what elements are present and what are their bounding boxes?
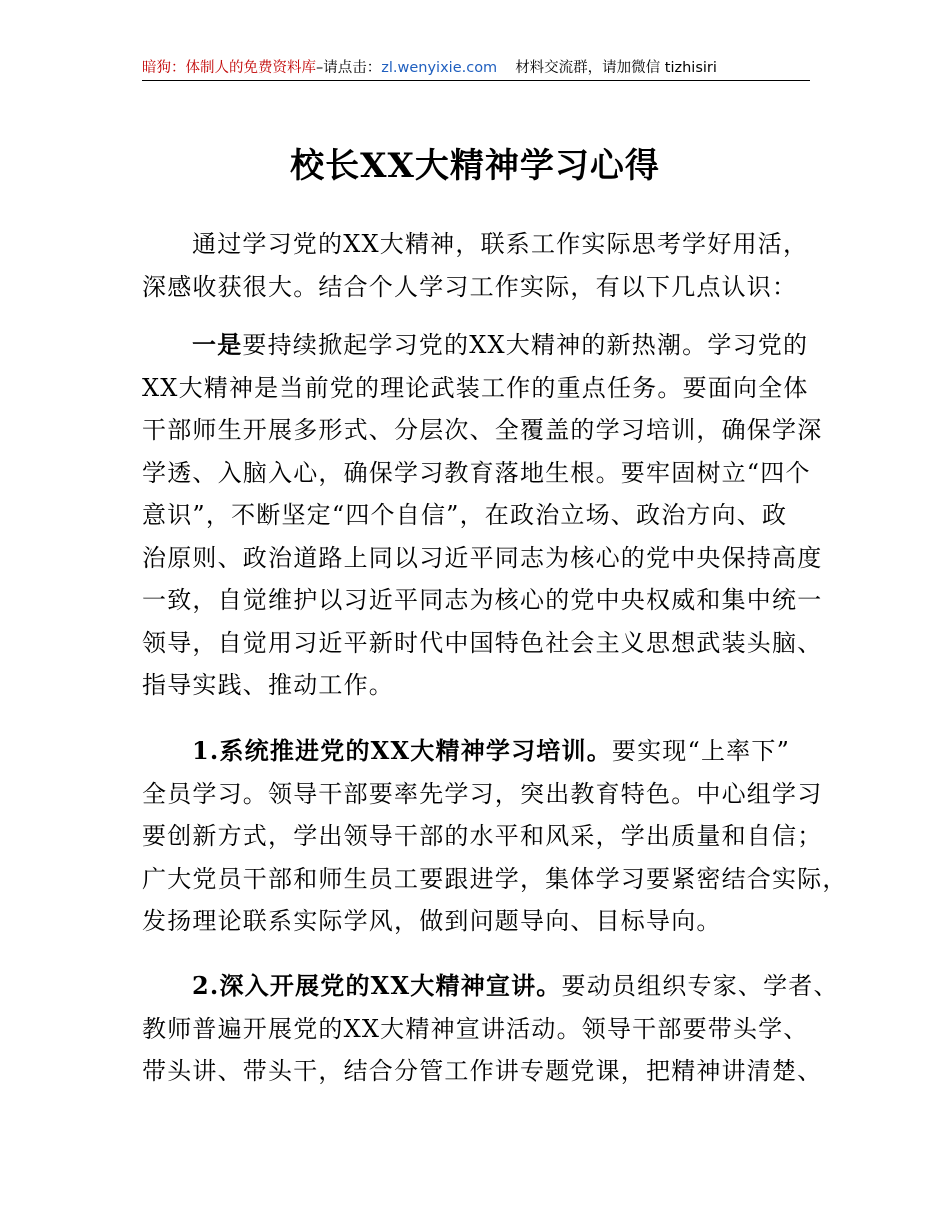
paragraph-line: 学透、入脑入心，确保学习教育落地生根。要牢固树立“四个	[142, 458, 811, 487]
paragraph-section-2	[142, 965, 839, 1093]
paragraph-point-one	[142, 324, 832, 707]
paragraph-intro	[142, 223, 832, 308]
paragraph-lead: 一是	[192, 330, 243, 359]
paragraph-lead: 1.系统推进党的XX大精神学习培训。	[192, 736, 612, 765]
paragraph-line: 广大党员干部和师生员工要跟进学，集体学习要紧密结合实际，	[142, 864, 848, 893]
header-click-prompt: –请点击：	[316, 60, 382, 76]
paragraph-line: 发扬理论联系实际学风，做到问题导向、目标导向。	[142, 907, 722, 935]
paragraph-line: 治原则、政治道路上同以习近平同志为核心的党中央保持高度	[142, 543, 823, 572]
paragraph-line: 一致，自觉维护以习近平同志为核心的党中央权威和集中统一	[142, 586, 823, 614]
paragraph-section-1	[142, 730, 848, 943]
page-header	[142, 56, 810, 81]
paragraph-lead: 2.深入开展党的XX大精神宣讲。	[192, 971, 562, 1000]
paragraph-line: 要动员组织专家、学者、	[561, 972, 839, 1000]
paragraph-line: 要创新方式，学出领导干部的水平和风采，学出质量和自信；	[142, 822, 823, 850]
paragraph-line: 指导实践、推动工作。	[142, 671, 394, 699]
paragraph-line: 全员学习。领导干部要率先学习，突出教育特色。中心组学习	[142, 779, 823, 808]
paragraph-line: 要持续掀起学习党的XX大精神的新热潮。学习党的	[242, 331, 809, 359]
document-title: 校长XX大精神学习心得	[290, 146, 660, 186]
paragraph-line: 领导，自觉用习近平新时代中国特色社会主义思想武装头脑、	[142, 628, 823, 657]
paragraph-line: 带头讲、带头干，结合分管工作讲专题党课，把精神讲清楚、	[142, 1057, 823, 1085]
header-link[interactable]: zl.wenyixie.com	[381, 60, 498, 76]
header-wechat-info: 材料交流群，请加微信 tizhisiri	[515, 60, 717, 76]
header-site-name: 暗狗：体制人的免费资料库	[142, 60, 316, 76]
paragraph-line: 干部师生开展多形式、分层次、全覆盖的学习培训，确保学深	[142, 416, 823, 444]
paragraph-line: 深感收获很大。结合个人学习工作实际，有以下几点认识：	[142, 272, 798, 301]
paragraph-line: 通过学习党的XX大精神，联系工作实际思考学好用活，	[192, 230, 809, 258]
paragraph-line: XX大精神是当前党的理论武装工作的重点任务。要面向全体	[142, 373, 809, 402]
paragraph-line: 意识”，不断坚定“四个自信”，在政治立场、政治方向、政	[142, 501, 788, 529]
paragraph-line: 要实现“上率下”	[611, 737, 791, 765]
paragraph-line: 教师普遍开展党的XX大精神宣讲活动。领导干部要带头学、	[142, 1014, 809, 1043]
